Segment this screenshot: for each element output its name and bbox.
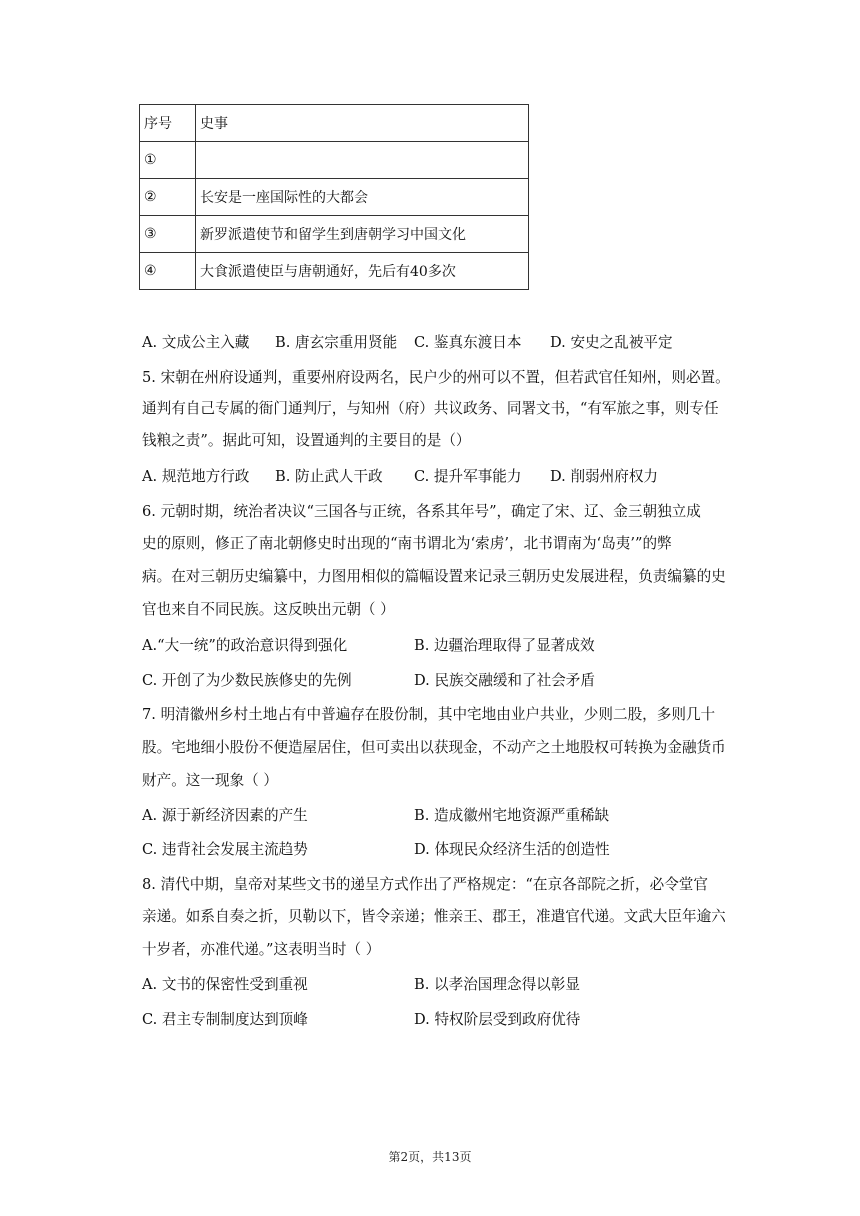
table-cell xyxy=(196,142,529,179)
table-header-cell: 序号 xyxy=(140,105,196,142)
q7-option-b: B. 造成徽州宅地资源严重稀缺 xyxy=(414,807,610,824)
table-cell: ④ xyxy=(140,253,196,290)
q5-stem-line: 通判有自己专属的衙门通判厅，与知州（府）共议政务、同署文书，“有军旅之事，则专任 xyxy=(142,400,719,417)
q8-stem-line: 亲递。如系自奏之折，贝勒以下，皆令亲递；惟亲王、郡王，准遣官代递。文武大臣年逾六 xyxy=(142,908,726,925)
q7-stem-line: 财产。这一现象（ ） xyxy=(142,772,278,789)
q8-stem-line: 十岁者，亦准代递。”这表明当时（ ） xyxy=(142,941,381,958)
q6-option-d: D. 民族交融缓和了社会矛盾 xyxy=(414,672,595,689)
q8-stem-line: 8. 清代中期，皇帝对某些文书的递呈方式作出了严格规定：“在京各部院之折，必令堂官 xyxy=(142,876,708,893)
q6-stem-line: 官也来自不同民族。这反映出元朝（ ） xyxy=(142,601,395,618)
table-header-cell: 史事 xyxy=(196,105,529,142)
q7-option-c: C. 违背社会发展主流趋势 xyxy=(142,841,308,858)
q7-stem-line: 股。宅地细小股份不便造屋居住，但可卖出以获现金，不动产之土地股权可转换为金融货币 xyxy=(142,739,726,756)
q7-option-d: D. 体现民众经济生活的创造性 xyxy=(414,841,610,858)
q6-stem-line: 6. 元朝时期，统治者决议“三国各与正统，各系其年号”，确定了宋、辽、金三朝独立成 xyxy=(142,503,701,520)
table-cell: ③ xyxy=(140,216,196,253)
table-row xyxy=(140,216,529,253)
table-cell: 大食派遣使臣与唐朝通好，先后有40多次 xyxy=(196,253,529,290)
table-cell: ① xyxy=(140,142,196,179)
q5-stem-line: 5. 宋朝在州府设通判，重要州府设两名，民户少的州可以不置，但若武官任知州，则必置。 xyxy=(142,369,730,386)
q6-option-b: B. 边疆治理取得了显著成效 xyxy=(414,637,595,654)
q5-option-b: B. 防止武人干政 xyxy=(275,468,383,485)
q6-stem-line: 病。在对三朝历史编纂中，力图用相似的篇幅设置来记录三朝历史发展进程，负责编纂的史 xyxy=(142,568,726,585)
table-cell: ② xyxy=(140,179,196,216)
table-cell: 长安是一座国际性的大都会 xyxy=(196,179,529,216)
q5-stem-line: 钱粮之责”。据此可知，设置通判的主要目的是（） xyxy=(142,432,471,449)
history-events-table xyxy=(139,104,529,290)
q7-option-a: A. 源于新经济因素的产生 xyxy=(142,807,308,824)
q8-option-a: A. 文书的保密性受到重视 xyxy=(142,976,308,993)
q8-option-c: C. 君主专制制度达到顶峰 xyxy=(142,1011,308,1028)
table-cell: 新罗派遣使节和留学生到唐朝学习中国文化 xyxy=(196,216,529,253)
table-row xyxy=(140,253,529,290)
q6-option-a: A.“大一统”的政治意识得到强化 xyxy=(142,637,348,654)
table-row xyxy=(140,142,529,179)
q8-option-b: B. 以孝治国理念得以彰显 xyxy=(414,976,580,993)
q7-stem-line: 7. 明清徽州乡村土地占有中普遍存在股份制，其中宅地由业户共业，少则二股，多则几十 xyxy=(142,706,716,723)
q4-option-c: C. 鉴真东渡日本 xyxy=(414,334,522,351)
q6-stem-line: 史的原则，修正了南北朝修史时出现的“南书谓北为‘索虏’，北书谓南为‘岛夷’”的弊 xyxy=(142,535,672,552)
q4-option-a: A. 文成公主入藏 xyxy=(142,334,250,351)
q6-option-c: C. 开创了为少数民族修史的先例 xyxy=(142,672,352,689)
q5-option-a: A. 规范地方行政 xyxy=(142,468,250,485)
q8-option-d: D. 特权阶层受到政府优待 xyxy=(414,1011,581,1028)
q5-option-d: D. 削弱州府权力 xyxy=(550,468,659,485)
page-number-footer: 第2页，共13页 xyxy=(388,1150,472,1164)
q4-option-b: B. 唐玄宗重用贤能 xyxy=(275,334,398,351)
q4-option-d: D. 安史之乱被平定 xyxy=(550,334,673,351)
table-header-row xyxy=(140,105,529,142)
table-row xyxy=(140,179,529,216)
q5-option-c: C. 提升军事能力 xyxy=(414,468,522,485)
